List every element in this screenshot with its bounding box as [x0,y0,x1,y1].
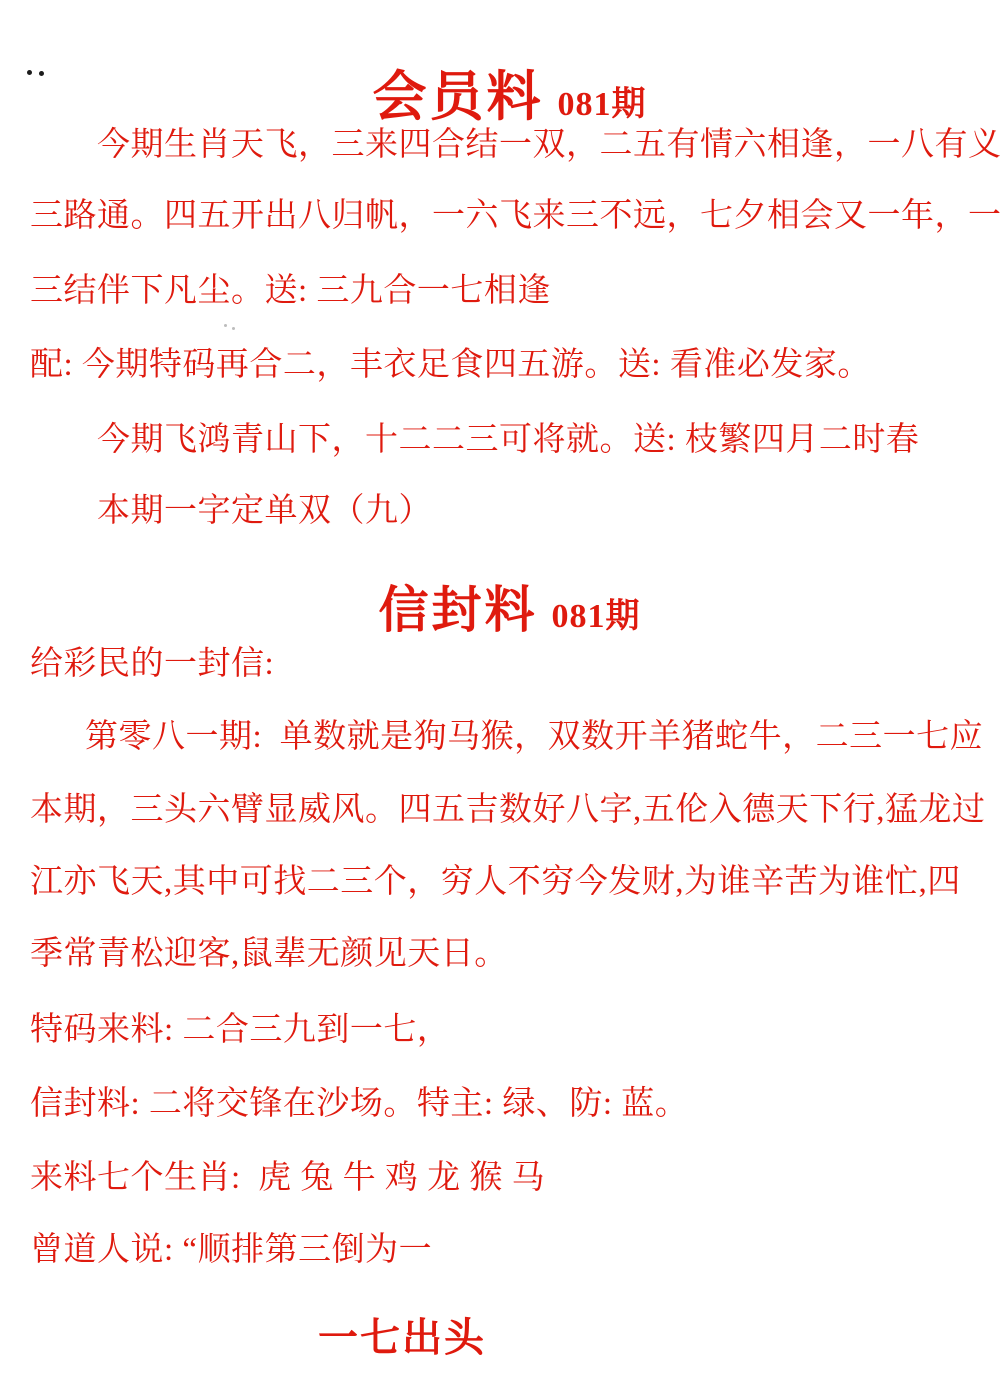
footer-headline: 一七出头 [318,1315,486,1360]
envelope-line: 曾道人说: “顺排第三倒为一 [30,1232,433,1268]
envelope-line: 季常青松迎客,鼠辈无颜见天日。 [30,936,508,972]
envelope-section-heading [0,552,1003,660]
envelope-line: 特码来料: 二合三九到一七， [30,1012,451,1048]
member-line: 本期一字定单双（九） [97,493,432,529]
ink-speck [232,327,235,330]
envelope-line: 江亦飞天,其中可找二三个，穷人不穷今发财,为谁辛苦为谁忙,四 [30,864,961,900]
envelope-title: 信封料 [378,582,538,638]
member-line: 三路通。四五开出八归帆，一六飞来三不远，七夕相会又一年，一 [30,198,1002,234]
member-issue: 081期 [557,86,647,123]
member-line: 今期飞鸿青山下，十二二三可将就。送: 枝繁四月二时春 [97,422,920,458]
member-line: 配: 今期特码再合二，丰衣足食四五游。送: 看准必发家。 [30,347,871,383]
envelope-line: 第零八一期: 单数就是狗马猴，双数开羊猪蛇牛，二三一七应 [85,719,984,755]
envelope-line: 信封料: 二将交锋在沙场。特主: 绿、防: 蓝。 [30,1086,689,1122]
member-line: 三结伴下凡尘。送: 三九合一七相逢 [30,273,551,309]
envelope-salutation: 给彩民的一封信: [30,646,275,682]
envelope-issue: 081期 [551,598,641,635]
envelope-line: 本期，三头六臂显威风。四五吉数好八字,五伦入德天下行,猛龙过 [30,792,986,828]
ink-speck [224,324,227,327]
member-title: 会员料 [372,67,544,127]
member-line: 今期生肖天飞，三来四合结一双，二五有情六相逢，一八有义 [97,127,1002,163]
envelope-line: 来料七个生肖: 虎 兔 牛 鸡 龙 猴 马 [30,1160,546,1196]
